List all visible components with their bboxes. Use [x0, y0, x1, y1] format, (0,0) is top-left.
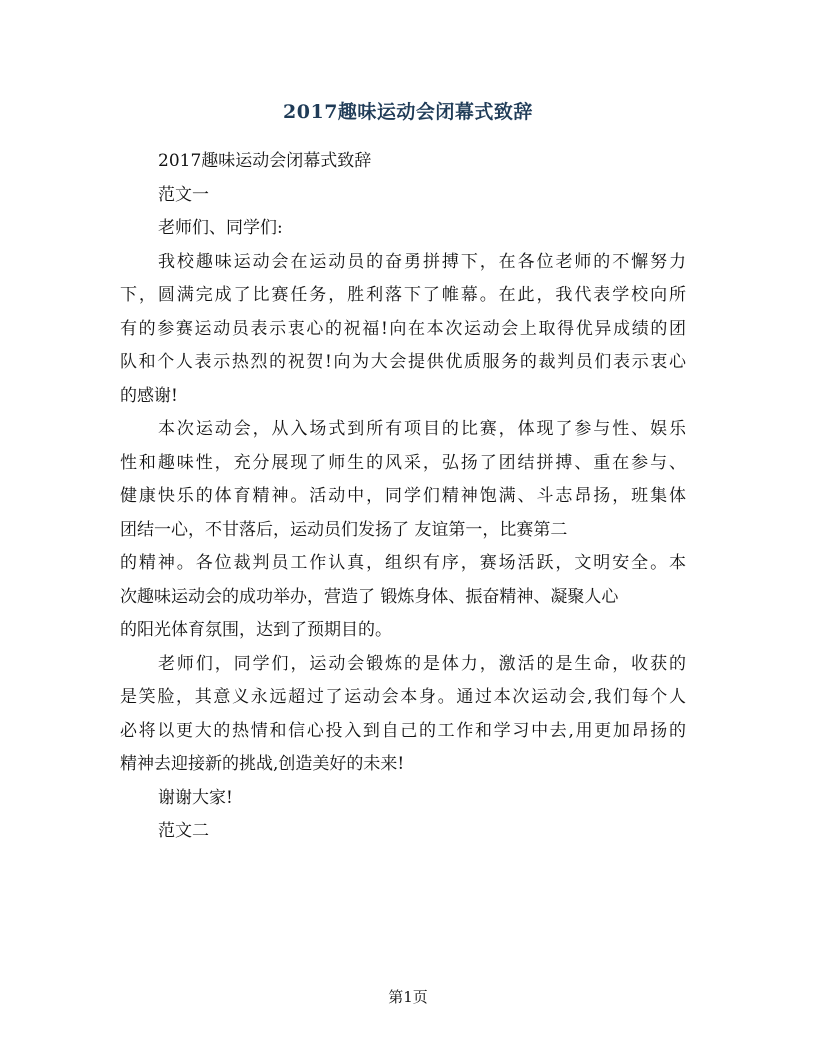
paragraph-3-line-2: 是笑脸，其意义永远超过了运动会本身。通过本次运动会,我们每个人 — [120, 687, 686, 707]
paragraph-2-line-6: 次趣味运动会的成功举办，营造了 锻炼身体、振奋精神、凝聚人心 — [120, 586, 619, 607]
paragraph-2-line-5: 的精神。各位裁判员工作认真，组织有序，赛场活跃，文明安全。本 — [120, 553, 686, 573]
paragraph-2-line-1: 本次运动会，从入场式到所有项目的比赛，体现了参与性、娱乐 — [158, 419, 686, 439]
paragraph-2-line-3: 健康快乐的体育精神。活动中，同学们精神饱满、斗志昂扬，班集体 — [120, 486, 686, 506]
paragraph-1-line-2: 下，圆满完成了比赛任务，胜利落下了帷幕。在此，我代表学校向所 — [120, 285, 686, 305]
body-line-sample-two: 范文二 — [158, 821, 209, 841]
paragraph-3-line-1: 老师们，同学们，运动会锻炼的是体力，激活的是生命，收获的 — [158, 653, 686, 674]
page-number: 第1页 — [388, 988, 428, 1006]
body-line-sample-one: 范文一 — [158, 184, 209, 205]
body-line-thanks: 谢谢大家! — [158, 787, 233, 808]
document-body — [120, 145, 686, 849]
paragraph-2-line-4: 团结一心，不甘落后，运动员们发扬了 友谊第一，比赛第二 — [120, 519, 568, 540]
body-line-subtitle: 2017趣味运动会闭幕式致辞 — [158, 151, 372, 171]
paragraph-1-line-4: 队和个人表示热烈的祝贺!向为大会提供优质服务的裁判员们表示衷心 — [120, 352, 686, 372]
paragraph-1-line-5: 的感谢! — [120, 385, 178, 406]
paragraph-3-line-3: 必将以更大的热情和信心投入到自己的工作和学习中去,用更加昂扬的 — [120, 720, 686, 741]
paragraph-1-line-1: 我校趣味运动会在运动员的奋勇拼搏下，在各位老师的不懈努力 — [158, 251, 686, 272]
paragraph-2-line-7: 的阳光体育氛围，达到了预期目的。 — [120, 620, 392, 640]
paragraph-3-line-4: 精神去迎接新的挑战,创造美好的未来! — [120, 754, 405, 774]
paragraph-1-line-3: 有的参赛运动员表示衷心的祝福!向在本次运动会上取得优异成绩的团 — [120, 318, 686, 339]
paragraph-2-line-2: 性和趣味性，充分展现了师生的风采，弘扬了团结拼搏、重在参与、 — [120, 452, 686, 473]
body-line-greeting: 老师们、同学们: — [158, 218, 283, 238]
document-title: 2017趣味运动会闭幕式致辞 — [283, 101, 533, 123]
